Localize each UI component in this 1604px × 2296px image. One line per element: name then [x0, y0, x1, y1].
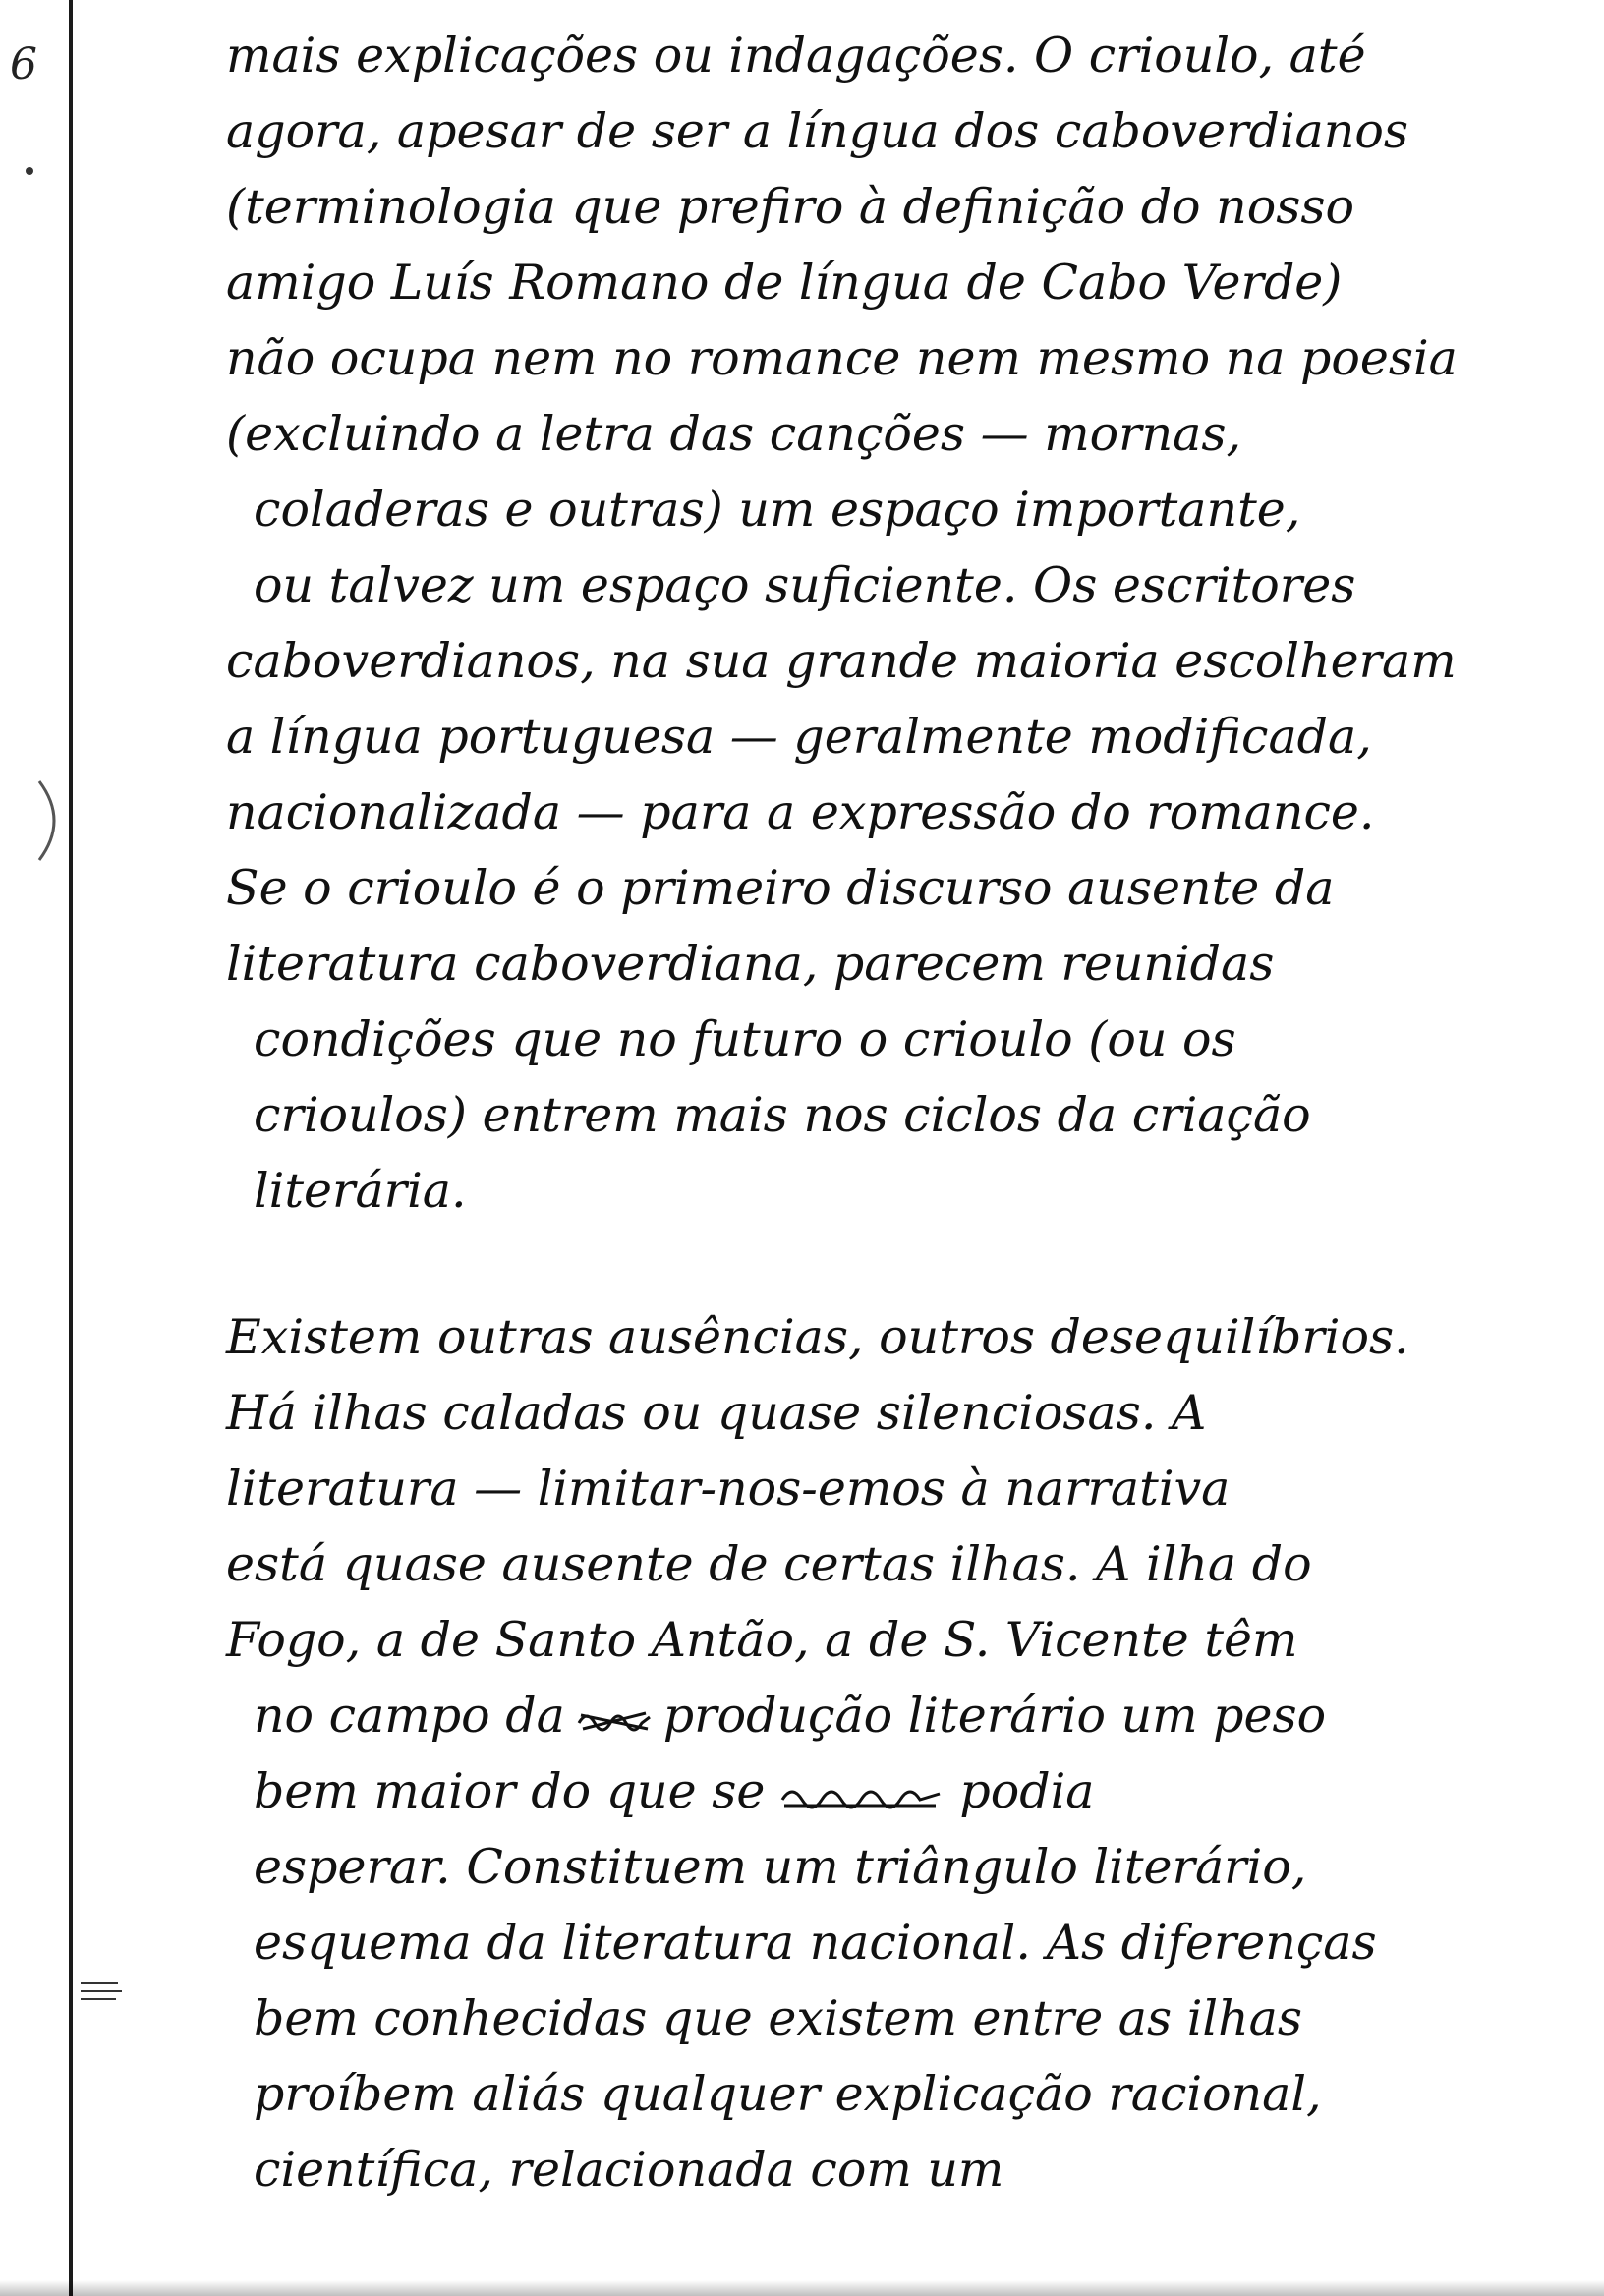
text-fragment: produção literário um peso [662, 1688, 1327, 1744]
text-line: a língua portuguesa — geralmente modificada, [226, 709, 1372, 765]
text-line: caboverdianos, na sua grande maioria escolheram [226, 633, 1457, 689]
text-fragment: no campo da [254, 1688, 565, 1744]
text-line: não ocupa nem no romance nem mesmo na poesia [226, 330, 1458, 386]
text-fragment: podia [959, 1763, 1095, 1819]
text-fragment: bem maior do que se [254, 1763, 766, 1819]
paragraph-2 [226, 1299, 1543, 2208]
text-line: Existem outras ausências, outros desequilíbrios. [226, 1309, 1409, 1365]
text-line: ou talvez um espaço suficiente. Os escritores [254, 557, 1356, 613]
text-line: literatura — limitar-nos-emos à narrativa [226, 1461, 1231, 1517]
text-line: coladeras e outras) um espaço importante, [254, 482, 1301, 538]
text-line: condições que no futuro o crioulo (ou os [254, 1011, 1236, 1067]
text-line: literatura caboverdiana, parecem reunidas [226, 936, 1275, 992]
text-line: está quase ausente de certas ilhas. A ilha do [226, 1536, 1312, 1592]
text-line-with-strikeout [226, 1678, 1543, 1753]
text-line: crioulos) entrem mais nos ciclos da criação [254, 1087, 1311, 1143]
scan-edge-shadow [0, 2280, 1604, 2296]
margin-scribble-mark [79, 1976, 126, 2005]
text-line: bem conhecidas que existem entre as ilhas [254, 1990, 1302, 2046]
text-line: Fogo, a de Santo Antão, a de S. Vicente têm [226, 1612, 1298, 1668]
margin-bracket-mark [29, 776, 79, 865]
struck-out-word [778, 1778, 945, 1813]
paragraph-1 [226, 18, 1543, 1229]
text-line: literária. [254, 1163, 467, 1219]
text-line: amigo Luís Romano de língua de Cabo Verde) [226, 255, 1343, 311]
handwritten-text [226, 18, 1543, 2208]
paragraph-gap [226, 1229, 1543, 1299]
text-line: Se o crioulo é o primeiro discurso ausente da [226, 860, 1335, 916]
text-line: (excluindo a letra das canções — mornas, [226, 406, 1242, 462]
text-line: Há ilhas caladas ou quase silenciosas. A [226, 1385, 1207, 1441]
text-line: científica, relacionada com um [254, 2142, 1004, 2198]
page-number: 6 [10, 39, 37, 89]
text-line-with-strikeout [226, 1753, 1543, 1829]
text-line: esquema da literatura nacional. As diferenças [254, 1915, 1377, 1971]
margin-rule [69, 0, 73, 2296]
text-line: nacionalizada — para a expressão do romance. [226, 784, 1375, 840]
margin-dot [26, 167, 33, 175]
struck-out-word [575, 1705, 654, 1735]
text-line: proíbem aliás qualquer explicação racional, [254, 2066, 1322, 2122]
text-line: mais explicações ou indagações. O crioulo, até [226, 28, 1366, 84]
text-line: esperar. Constituem um triângulo literário, [254, 1839, 1307, 1895]
text-line: (terminologia que prefiro à definição do nosso [226, 179, 1354, 235]
text-line: agora, apesar de ser a língua dos caboverdianos [226, 103, 1408, 159]
